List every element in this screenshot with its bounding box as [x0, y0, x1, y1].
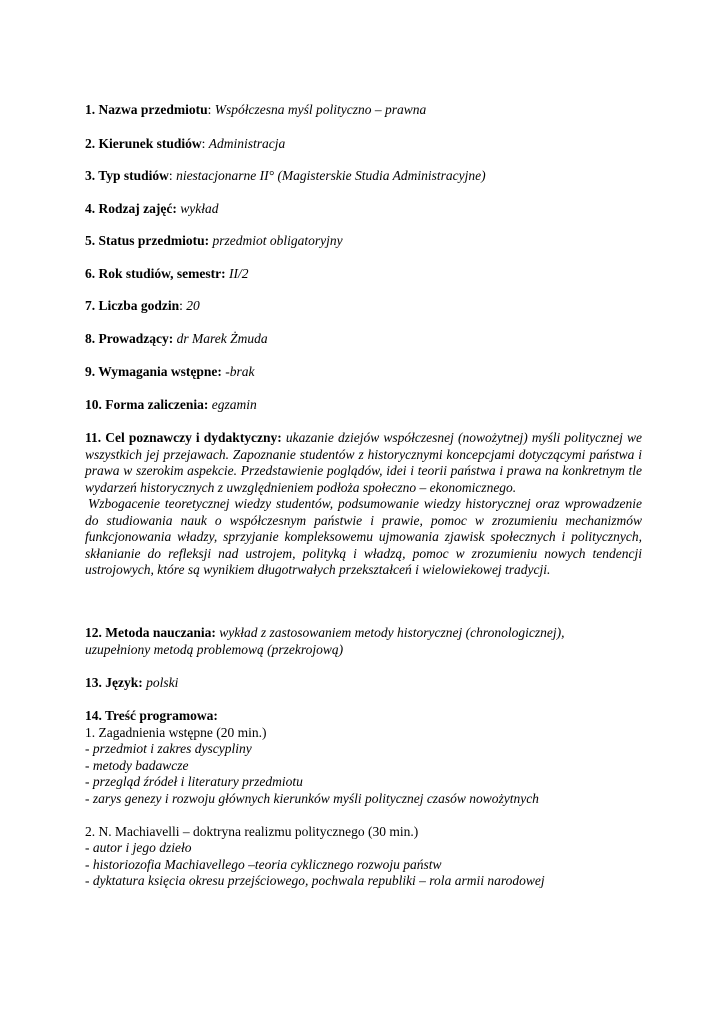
section-program-content: [85, 708, 642, 890]
section-value: wykład: [180, 201, 219, 216]
list-item: - metody badawcze: [85, 757, 189, 773]
topic-2-title: 2. N. Machiavelli – doktryna realizmu politycznego (30 min.): [85, 823, 419, 839]
section-study-type: [85, 168, 642, 185]
section-label: 6. Rok studiów, semestr:: [85, 266, 226, 281]
section-label: 14. Treść programowa:: [85, 708, 218, 723]
list-item: - przegląd źródeł i literatury przedmiotu: [85, 774, 303, 789]
section-label: 1. Nazwa przedmiotu: [85, 102, 208, 117]
objectives-paragraph-1: [85, 430, 642, 496]
section-value: niestacjonarne II° (Magisterskie Studia Administracyjne): [176, 168, 486, 183]
separator: :: [179, 298, 187, 313]
section-label: 13. Język:: [85, 675, 143, 690]
separator: :: [168, 168, 177, 183]
list-item: - dyktatura księcia okresu przejściowego, pochwala republiki – rola armii narodowej: [85, 873, 545, 888]
section-value: -brak: [225, 364, 255, 379]
topic-1-title: 1. Zagadnienia wstępne (20 min.): [85, 724, 267, 740]
objectives-text-2: Wzbogacenie teoretycznej wiedzy studentów, podsumowanie wiedzy historycznej oraz wprowadzenie do studiowania nauk o współczesnym państwie i prawie, pomoc w zrozumieniu mechanizmów funkcjonowania władzy, sprzyjanie kompleksowemu ujmowania zjawisk społecznych i politycznych, skłanianie do refleksji nad ustrojem, polityką i władzą, pomoc w zrozumieniu nowych tendencji ustrojowych, które są wynikiem długotrwałych przekształceń i wielowiekowej tradycji.: [85, 496, 642, 577]
section-course-status: [85, 233, 642, 250]
section-label: 2. Kierunek studiów: [85, 136, 202, 151]
separator: :: [201, 136, 209, 151]
section-year-semester: [85, 266, 642, 283]
section-lecturer: [85, 331, 642, 348]
section-hours: [85, 298, 642, 315]
section-value: dr Marek Żmuda: [176, 331, 268, 346]
section-value: Administracja: [208, 136, 286, 151]
method-line-2: uzupełniony metodą problemową (przekrojową): [85, 641, 344, 657]
separator: :: [207, 102, 215, 117]
list-item: - przedmiot i zakres dyscypliny: [85, 741, 252, 756]
section-value: II/2: [229, 266, 249, 281]
section-label: 8. Prowadzący:: [85, 331, 174, 346]
section-value: 20: [186, 298, 200, 313]
spacer: [85, 807, 642, 824]
section-assessment: [85, 397, 642, 414]
section-language: [85, 675, 642, 692]
section-class-type: [85, 201, 642, 218]
section-value: przedmiot obligatoryjny: [212, 233, 343, 248]
section-field-of-study: [85, 136, 642, 153]
section-prerequisites: [85, 364, 642, 381]
list-item: - autor i jego dzieło: [85, 840, 192, 855]
section-label: 12. Metoda nauczania:: [85, 625, 216, 640]
section-label: 9. Wymagania wstępne:: [85, 364, 222, 379]
objectives-text-1: ukazanie dziejów współczesnej (nowożytnej) myśli politycznej we wszystkich jej przejawach. Zapoznanie studentów z historycznymi koncepcjami dotyczącymi państwa i prawa w szerokim aspekcie. Przedstawienie poglądów, idei i teorii państwa i prawa na konkretnym tle wydarzeń historycznych z uwzględnieniem podłoża społeczno – ekonomicznego.: [85, 430, 643, 495]
section-label: 11. Cel poznawczy i dydaktyczny:: [85, 430, 282, 445]
section-label: 7. Liczba godzin: [85, 298, 180, 313]
method-line-1: wykład z zastosowaniem metody historycznej (chronologicznej),: [219, 625, 565, 640]
section-objectives: [85, 430, 642, 579]
section-label: 5. Status przedmiotu:: [85, 233, 210, 248]
section-value: Współczesna myśl polityczno – prawna: [214, 102, 427, 117]
section-label: 3. Typ studiów: [85, 168, 169, 183]
section-value: egzamin: [211, 397, 257, 412]
section-teaching-method: [85, 625, 642, 658]
section-value: polski: [146, 675, 179, 690]
section-label: 4. Rodzaj zajęć:: [85, 201, 177, 216]
section-course-name: [85, 102, 642, 119]
list-item: - historiozofia Machiavellego –teoria cyklicznego rozwoju państw: [85, 856, 442, 872]
list-item: - zarys genezy i rozwoju głównych kierunków myśli politycznej czasów nowożytnych: [85, 790, 539, 806]
section-label: 10. Forma zaliczenia:: [85, 397, 209, 412]
